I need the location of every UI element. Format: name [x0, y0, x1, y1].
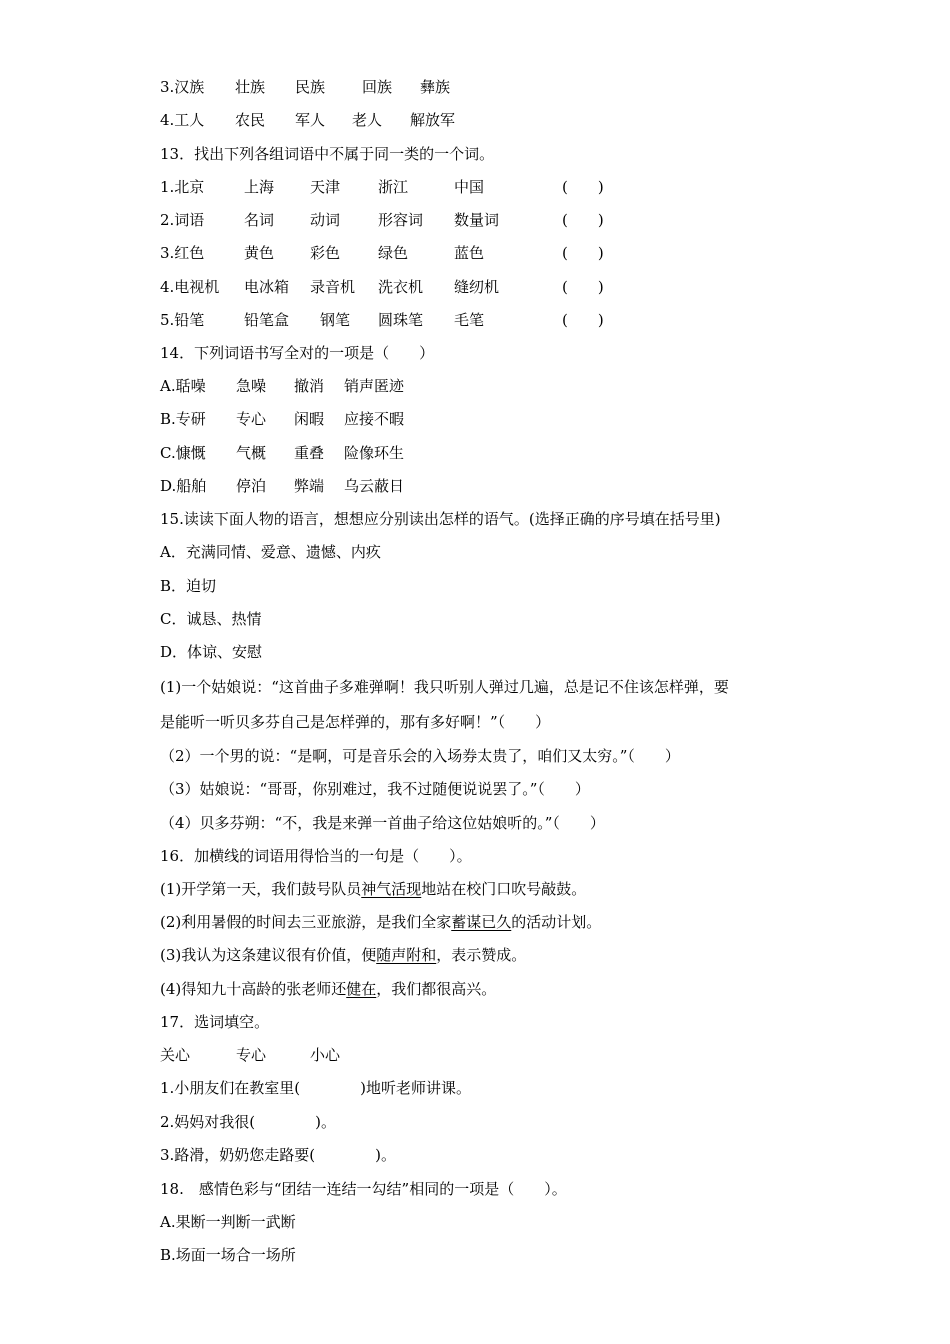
word: 名词 — [244, 211, 275, 229]
quote-1-line-1: (1)一个姑娘说：“这首曲子多难弹啊！我只听别人弹过几遍，总是记不住该怎样弹，要 — [160, 678, 729, 696]
quote-1-line-2: 是能听一听贝多芬自己是怎样弹的，那有多好啊！”（ ） — [160, 713, 551, 731]
sentence-text: 的活动计划。 — [511, 913, 602, 931]
word: 专心 — [236, 1046, 267, 1064]
word: 形容词 — [378, 211, 424, 229]
answer-bracket: ( ) — [562, 244, 604, 262]
word: 小心 — [310, 1046, 341, 1064]
word: B.专研 — [160, 410, 206, 428]
word: 应接不暇 — [344, 410, 405, 428]
word: 4.工人 — [160, 111, 205, 129]
word: 气概 — [236, 444, 267, 462]
question-16-title: 16．加横线的词语用得恰当的一句是（ ）。 — [160, 847, 472, 865]
option-a: A.果断一判断一武断 — [160, 1213, 296, 1231]
word: 3.红色 — [160, 244, 205, 262]
sentence-text: ，我们都很高兴。 — [376, 980, 497, 998]
word: 1.北京 — [160, 178, 205, 196]
underlined-word: 神气活现 — [361, 880, 422, 898]
sentence-3 — [160, 944, 526, 966]
word: 电冰箱 — [244, 278, 290, 296]
word: 专心 — [236, 410, 267, 428]
sentence-text: (2)利用暑假的时间去三亚旅游，是我们全家 — [160, 913, 452, 931]
option-a: A．充满同情、爱意、遗憾、内疚 — [160, 543, 381, 561]
sentence-text: ，表示赞成。 — [436, 946, 527, 964]
word: 缝纫机 — [454, 278, 500, 296]
word: 停泊 — [236, 477, 267, 495]
word: 圆珠笔 — [378, 311, 424, 329]
word: 彩色 — [310, 244, 341, 262]
option-b: B．迫切 — [160, 577, 217, 595]
question-14-title: 14．下列词语书写全对的一项是（ ） — [160, 344, 435, 362]
word: 撤消 — [294, 377, 325, 395]
word: 洗衣机 — [378, 278, 424, 296]
word: 4.电视机 — [160, 278, 220, 296]
word: 钢笔 — [320, 311, 351, 329]
sentence-text: (1)开学第一天，我们鼓号队员 — [160, 880, 362, 898]
sentence-4 — [160, 978, 496, 1000]
question-15-title: 15.读读下面人物的语言，想想应分别读出怎样的语气。(选择正确的序号填在括号里) — [160, 510, 721, 528]
word: D.船舶 — [160, 477, 207, 495]
word: 解放军 — [410, 111, 456, 129]
word: 天津 — [310, 178, 341, 196]
word: 蓝色 — [454, 244, 485, 262]
word: 彝族 — [420, 78, 451, 96]
sentence-text: (4)得知九十高龄的张老师还 — [160, 980, 347, 998]
word: 老人 — [352, 111, 383, 129]
underlined-word: 随声附和 — [376, 946, 437, 964]
quote-2: （2）一个男的说：“是啊，可是音乐会的入场券太贵了，咱们又太穷。”（ ） — [160, 747, 680, 765]
sentence-text: 地站在校门口吹号敲鼓。 — [421, 880, 587, 898]
word: 急噪 — [236, 377, 267, 395]
sentence-text: (3)我认为这条建议很有价值，便 — [160, 946, 377, 964]
word: 2.词语 — [160, 211, 205, 229]
word: 农民 — [235, 111, 266, 129]
word: 毛笔 — [454, 311, 485, 329]
word: 民族 — [295, 78, 326, 96]
answer-bracket: ( ) — [562, 311, 604, 329]
option-b: B.场面一场合一场所 — [160, 1246, 296, 1264]
answer-bracket: ( ) — [562, 178, 604, 196]
option-c: C．诚恳、热情 — [160, 610, 262, 628]
fill-blank-2: 2.妈妈对我很( )。 — [160, 1113, 337, 1131]
word: 黄色 — [244, 244, 275, 262]
question-13-title: 13．找出下列各组词语中不属于同一类的一个词。 — [160, 145, 495, 163]
word: 绿色 — [378, 244, 409, 262]
underlined-word: 蓄谋已久 — [451, 913, 512, 931]
word: 乌云蔽日 — [344, 477, 405, 495]
word: 数量词 — [454, 211, 500, 229]
word: 销声匿迹 — [344, 377, 405, 395]
quote-4: （4）贝多芬朔：“不，我是来弹一首曲子给这位姑娘听的。”（ ） — [160, 814, 605, 832]
word: 5.铅笔 — [160, 311, 205, 329]
question-17-title: 17．选词填空。 — [160, 1013, 270, 1031]
word: A.聒噪 — [160, 377, 206, 395]
answer-bracket: ( ) — [562, 211, 604, 229]
word: 中国 — [454, 178, 485, 196]
word: 回族 — [362, 78, 393, 96]
underlined-word: 健在 — [346, 980, 377, 998]
word: 闲暇 — [294, 410, 325, 428]
fill-blank-1: 1.小朋友们在教室里( )地听老师讲课。 — [160, 1079, 472, 1097]
word: 险像环生 — [344, 444, 405, 462]
fill-blank-3: 3.路滑，奶奶您走路要( )。 — [160, 1146, 397, 1164]
word: 重叠 — [294, 444, 325, 462]
quote-3: （3）姑娘说：“哥哥，你别难过，我不过随便说说罢了。”（ ） — [160, 780, 590, 798]
word: 动词 — [310, 211, 341, 229]
word: 铅笔盒 — [244, 311, 290, 329]
word: 浙江 — [378, 178, 409, 196]
word: C.慷慨 — [160, 444, 206, 462]
word: 弊端 — [294, 477, 325, 495]
sentence-1 — [160, 878, 586, 900]
question-18-title: 18. 感情色彩与“团结一连结一勾结”相同的一项是（ ）。 — [160, 1180, 567, 1198]
word: 录音机 — [310, 278, 356, 296]
word: 壮族 — [235, 78, 266, 96]
word: 关心 — [160, 1046, 191, 1064]
sentence-2 — [160, 911, 601, 933]
answer-bracket: ( ) — [562, 278, 604, 296]
word: 军人 — [295, 111, 326, 129]
word: 上海 — [244, 178, 275, 196]
option-d: D．体谅、安慰 — [160, 643, 263, 661]
word: 3.汉族 — [160, 78, 205, 96]
